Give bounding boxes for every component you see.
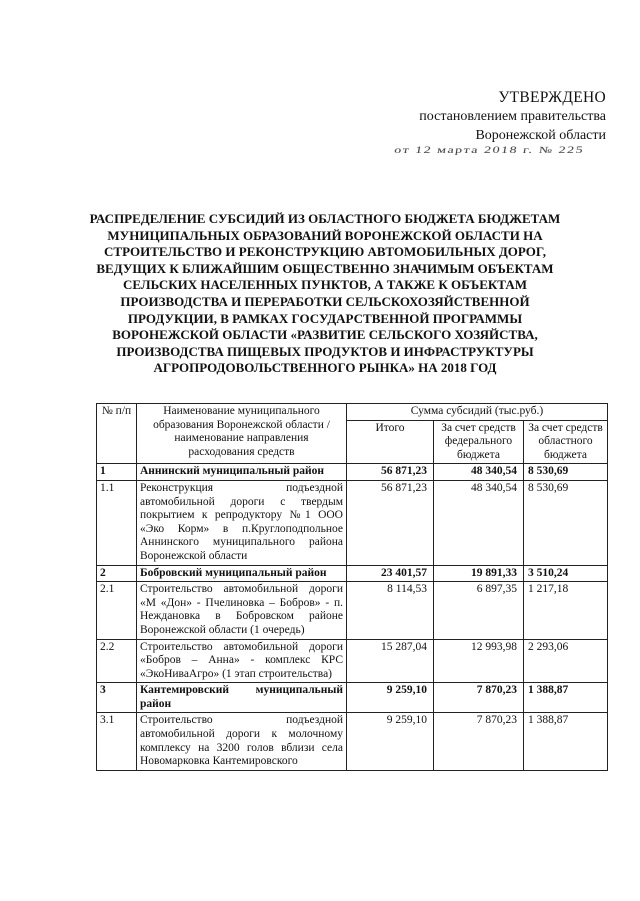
row-federal: 6 897,35 [434,582,524,639]
project-row [97,480,608,565]
district-row [97,565,608,582]
row-total: 15 287,04 [347,639,434,683]
row-name: Строительство автомобильной дороги «Бобров – Анна» - комплекс КРС «ЭкоНиваАгро» (1 этап строительства) [137,639,347,683]
row-name: Строительство автомобильной дороги «М «Дон» - Пчелиновка – Бобров» - п. Неждановка в Бобровском районе Воронежской области (1 очередь) [137,582,347,639]
approval-line-1: постановлением правительства [419,109,606,124]
header-sum-group: Сумма субсидий (тыс.руб.) [347,404,608,421]
approval-heading: УТВЕРЖДЕНО [498,89,606,106]
row-number: 3 [97,683,137,713]
title-line: РАСПРЕДЕЛЕНИЕ СУБСИДИЙ ИЗ ОБЛАСТНОГО БЮДЖЕТА БЮДЖЕТАМ [89,211,561,226]
row-number: 2.1 [97,582,137,639]
row-federal: 19 891,33 [434,565,524,582]
row-total: 8 114,53 [347,582,434,639]
row-number: 2.2 [97,639,137,683]
title-line: ПРОИЗВОДСТВА И ПЕРЕРАБОТКИ СЕЛЬСКОХОЗЯЙСТВЕННОЙ [120,293,530,309]
project-row [97,713,608,770]
title-line: ПРОДУКЦИИ, В РАМКАХ ГОСУДАРСТВЕННОЙ ПРОГРАММЫ [127,310,523,326]
row-name: Бобровский муниципальный район [137,565,347,582]
row-regional: 1 217,18 [524,582,608,639]
row-total: 9 259,10 [347,713,434,770]
row-name: Аннинский муниципальный район [137,464,347,481]
project-row [97,639,608,683]
row-total: 23 401,57 [347,565,434,582]
row-federal: 12 993,98 [434,639,524,683]
title-line: МУНИЦИПАЛЬНЫХ ОБРАЗОВАНИЙ ВОРОНЕЖСКОЙ ОБЛАСТИ НА [107,227,543,243]
row-number: 1.1 [97,480,137,565]
header-federal: За счет средств федерального бюджета [434,420,524,464]
header-total: Итого [347,420,434,464]
row-number: 1 [97,464,137,481]
row-number: 3.1 [97,713,137,770]
title-line: ВЕДУЩИХ К БЛИЖАЙШИМ ОБЩЕСТВЕННО ЗНАЧИМЫМ ОБЪЕКТАМ [96,260,554,276]
table-body [97,464,608,770]
project-row [97,582,608,639]
title-line: ВОРОНЕЖСКОЙ ОБЛАСТИ «РАЗВИТИЕ СЕЛЬСКОГО ХОЗЯЙСТВА, [112,327,538,343]
row-total: 56 871,23 [347,464,434,481]
subsidy-table [96,403,608,771]
row-federal: 48 340,54 [434,464,524,481]
row-regional: 1 388,87 [524,683,608,713]
row-name: Строительство подъездной автомобильной дороги к молочному комплексу на 3200 голов вблизи села Новомарковка Кантемировского [137,713,347,770]
row-regional: 3 510,24 [524,565,608,582]
row-federal: 7 870,23 [434,713,524,770]
row-name: Реконструкция подъездной автомобильной дороги с твердым покрытием к репродуктору №1 ООО «Эко Корм» в п.Круглоподпольное Аннинского муниципального района Воронежской области [137,480,347,565]
title-line: СТРОИТЕЛЬСТВО И РЕКОНСТРУКЦИЮ АВТОМОБИЛЬНЫХ ДОРОГ, [104,244,546,260]
row-name: Кантемировский муниципальный район [137,683,347,713]
row-total: 56 871,23 [347,480,434,565]
row-total: 9 259,10 [347,683,434,713]
row-federal: 48 340,54 [434,480,524,565]
row-number: 2 [97,565,137,582]
row-regional: 2 293,06 [524,639,608,683]
approval-line-2: Воронежской области [475,128,606,143]
title-line: АГРОПРОДОВОЛЬСТВЕННОГО РЫНКА» НА 2018 ГОД [153,360,497,376]
district-row [97,683,608,713]
row-regional: 1 388,87 [524,713,608,770]
title-line: СЕЛЬСКИХ НАСЕЛЕННЫХ ПУНКТОВ, А ТАКЖЕ К ОБЪЕКТАМ [123,277,527,293]
district-row [97,464,608,481]
approval-block [419,88,606,145]
header-number: № п/п [97,404,137,464]
title-line: ПРОИЗВОДСТВА ПИЩЕВЫХ ПРОДУКТОВ И ИНФРАСТРУКТУРЫ [116,343,534,359]
header-name: Наименование муниципального образования Воронежской области / наименование направления расходования средств [137,404,347,464]
document-title [80,211,570,377]
row-federal: 7 870,23 [434,683,524,713]
row-regional: 8 530,69 [524,480,608,565]
row-regional: 8 530,69 [524,464,608,481]
decree-date-number: от 12 марта 2018 г. № 225 [393,146,585,156]
header-regional: За счет средств областного бюджета [524,420,608,464]
